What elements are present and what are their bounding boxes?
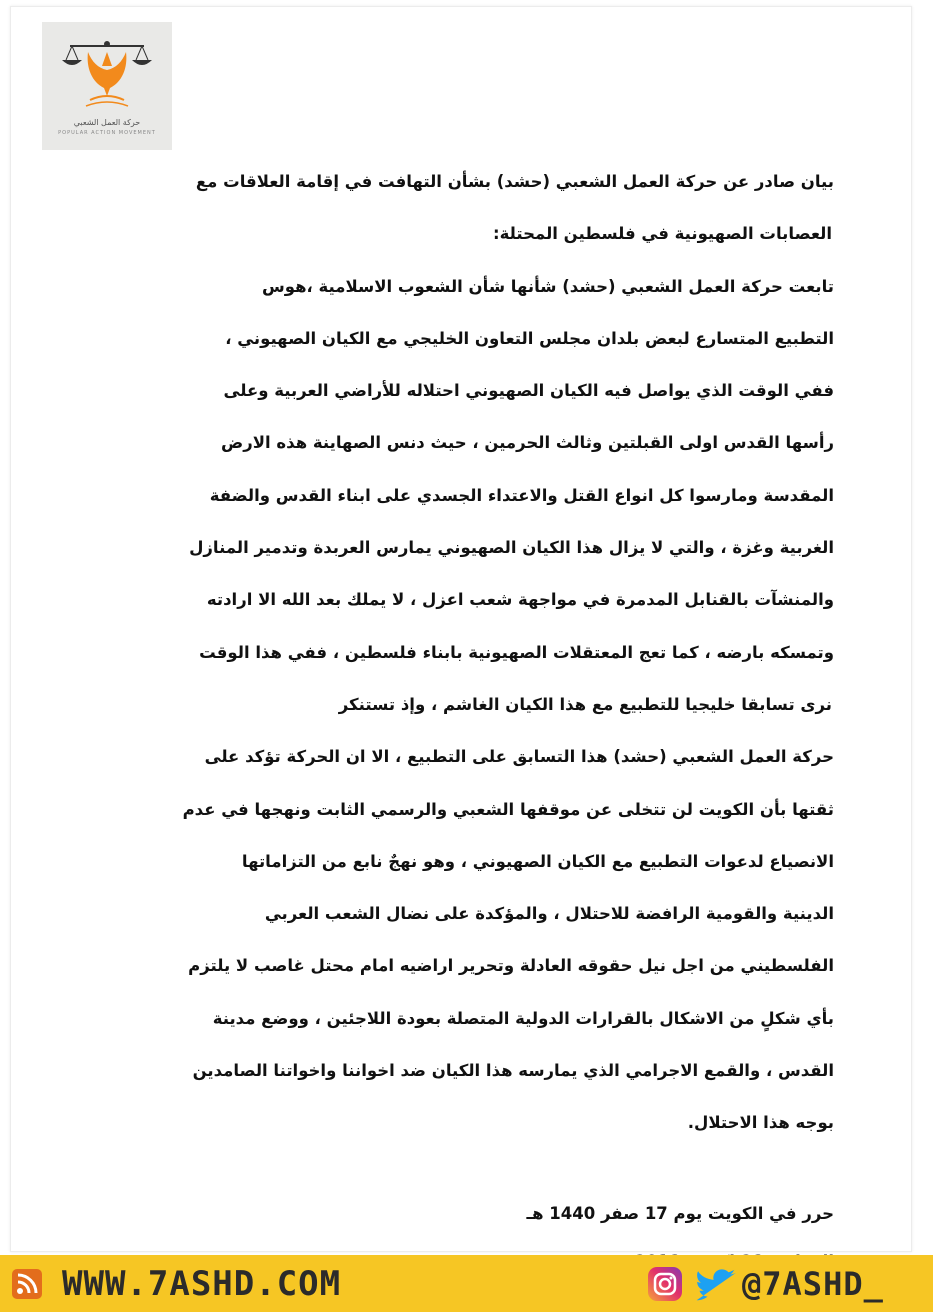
logo-caption: حركة العمل الشعبي <box>73 118 141 127</box>
statement-line: المقدسة ومارسوا كل انواع القتل والاعتداء الجسدي على ابناء القدس والضفة <box>209 485 834 505</box>
twitter-icon[interactable] <box>696 1267 736 1301</box>
statement-line: الدينية والقومية الرافضة للاحتلال ، والمؤكدة على نضال الشعب العربي <box>264 904 834 924</box>
statement-line: والمنشآت بالقنابل المدمرة في مواجهة شعب اعزل ، لا يملك بعد الله الا ارادته <box>206 590 834 610</box>
footer-bar <box>0 1255 933 1312</box>
statement-line: بوجه هذا الاحتلال. <box>687 1113 834 1133</box>
statement-line: الفلسطيني من اجل نيل حقوقه العادلة وتحرير اراضيه امام محتل غاصب لا يلتزم <box>188 956 834 976</box>
statement-line: حركة العمل الشعبي (حشد) هذا التسابق على التطبيع ، الا ان الحركة تؤكد على <box>204 747 834 767</box>
statement-line: الانصياع لدعوات التطبيع مع الكيان الصهيوني ، وهو نهجٌ نابع من التزاماتها <box>241 851 834 871</box>
statement-line: ففي الوقت الذي يواصل فيه الكيان الصهيوني احتلاله للأراضي العربية وعلى <box>223 381 834 401</box>
social-handle[interactable]: @7ASHD_ <box>742 1265 884 1303</box>
statement-line: نرى تسابقا خليجيا للتطبيع مع هذا الكيان الغاشم ، وإذ تستنكر <box>338 694 832 714</box>
issue-date-hijri: حرر في الكويت يوم 17 صفر 1440 هـ <box>526 1203 834 1223</box>
statement-line: ثقتها بأن الكويت لن تتخلى عن موقفها الشعبي والرسمي الثابت ونهجها في عدم <box>182 799 834 819</box>
logo-subcaption: POPULAR ACTION MOVEMENT <box>58 130 156 136</box>
statement-line: وتمسكه بارضه ، كما تعج المعتقلات الصهيونية بابناء فلسطين ، ففي هذا الوقت <box>199 642 834 662</box>
statement-line: التطبيع المتسارع لبعض بلدان مجلس التعاون الخليجي مع الكيان الصهيوني ، <box>225 328 834 348</box>
statement-line: بأي شكلٍ من الاشكال بالقرارات الدولية المتصلة بعودة اللاجئين ، ووضع مدينة <box>212 1008 834 1028</box>
rss-icon[interactable] <box>12 1269 42 1299</box>
organization-logo <box>42 22 172 150</box>
statement-title-line-1: بيان صادر عن حركة العمل الشعبي (حشد) بشأن التهافت في إقامة العلاقات مع <box>195 172 834 191</box>
statement-line: تابعت حركة العمل الشعبي (حشد) شأنها شأن الشعوب الاسلامية ،هوس <box>261 276 834 296</box>
statement-line: القدس ، والقمع الاجرامي الذي يمارسه هذا الكيان ضد اخواننا واخواتنا الصامدين <box>192 1061 834 1081</box>
statement-line: الغربية وغزة ، والتي لا يزال هذا الكيان الصهيوني يمارس العربدة وتدمير المنازل <box>189 538 834 558</box>
website-link[interactable]: WWW.7ASHD.COM <box>62 1264 342 1304</box>
instagram-icon[interactable] <box>648 1267 682 1301</box>
statement-title-line-2: العصابات الصهيونية في فلسطين المحتلة: <box>493 224 832 244</box>
statement-body <box>120 156 834 1286</box>
statement-line: رأسها القدس اولى القبلتين وثالث الحرمين ، حيث دنس الصهاينة هذه الارض <box>221 433 834 453</box>
